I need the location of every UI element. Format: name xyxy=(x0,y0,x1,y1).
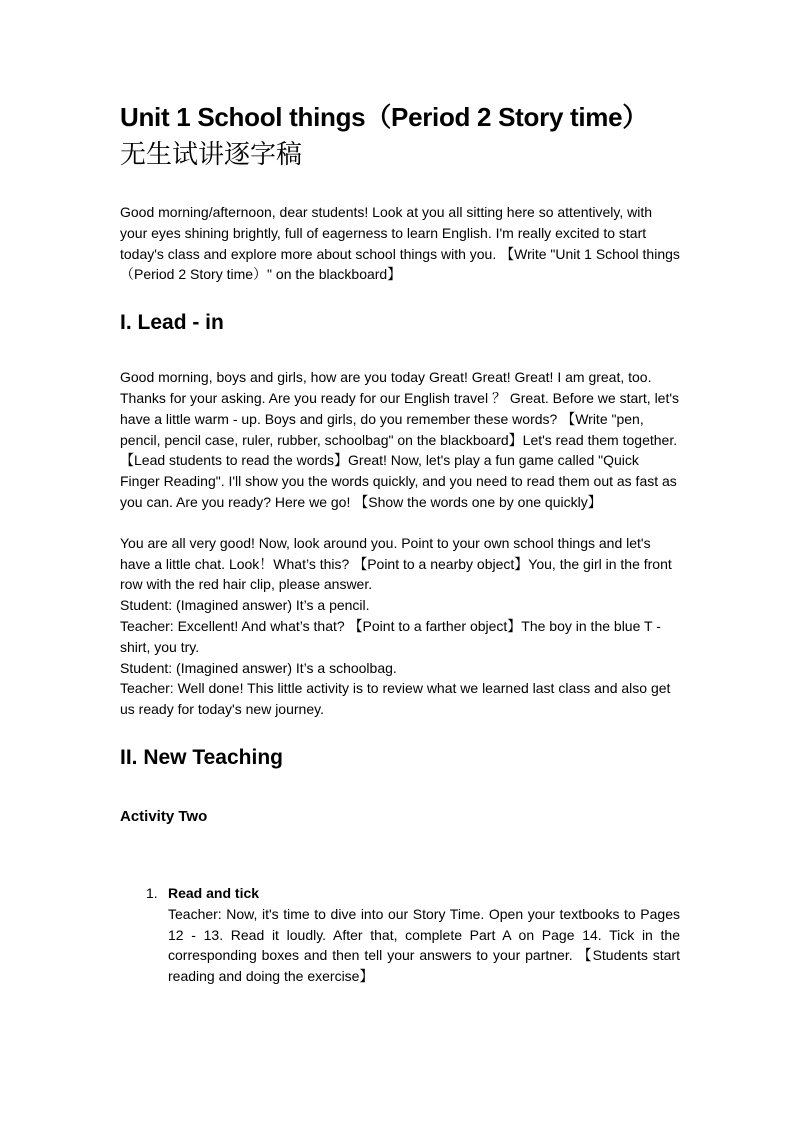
lead-in-paragraph: Good morning, boys and girls, how are you today Great! Great! Great! I am great, too. Thanks for your asking. Are you ready for our English travel ？ Great. Before we start, let's have a little warm - up. Boys and girls, do you remember these words? 【Write "pen, pencil, pencil case, ruler, rubber, schoolbag" on the blackboard】Let's read them together. 【Lead students to read the words】Great! Now, let's play a fun game called "Quick Finger Reading". I'll show you the words quickly, and you need to read them out as fast as you can. Are you ready? Here we go! 【Show the words one by one quickly】 xyxy=(120,369,680,510)
document-subtitle: 无生试讲逐字稿 xyxy=(120,140,303,170)
list-item-body: Teacher: Now, it's time to dive into our Story Time. Open your textbooks to Pages 12 - 13. Read it loudly. After that, complete Part A on Page 14. Tick in the corresponding boxes and then tell your answers to your partner. 【Students start reading and doing the exercise】 xyxy=(168,905,680,985)
section-heading-new-teaching: II. New Teaching xyxy=(120,745,283,769)
intro-paragraph: Good morning/afternoon, dear students! Look at you all sitting here so attentively, with your eyes shining brightly, full of eagerness to learn English. I'm really excited to start today's class and explore more about school things with you. 【Write "Unit 1 School things（Period 2 Story time）" on the blackboard】 xyxy=(120,204,680,283)
list-item xyxy=(120,883,680,987)
chat-line: You are all very good! Now, look around you. Point to your own school things and let's have a little chat. Look！What’s this? 【Point to a nearby object】You, the girl in the front row with the red hair clip, please answer. xyxy=(120,534,672,593)
list-item-title: Read and tick xyxy=(168,884,260,901)
activity-heading: Activity Two xyxy=(120,807,208,825)
list-item-number: 1. xyxy=(146,884,158,901)
chat-line: Student: (Imagined answer) It’s a schoolbag. xyxy=(120,659,397,676)
section-heading-lead-in: I. Lead - in xyxy=(120,311,224,335)
document-title: Unit 1 School things（Period 2 Story time） xyxy=(120,102,648,132)
chat-line: Teacher: Well done! This little activity is to review what we learned last class and also get us ready for today's new journey. xyxy=(120,680,671,718)
document-page xyxy=(120,100,680,987)
activity-list xyxy=(120,883,680,987)
chat-line: Teacher: Excellent! And what’s that? 【Point to a farther object】The boy in the blue T - shirt, you try. xyxy=(120,617,661,655)
chat-block xyxy=(120,533,680,720)
chat-line: Student: (Imagined answer) It’s a pencil. xyxy=(120,597,370,614)
